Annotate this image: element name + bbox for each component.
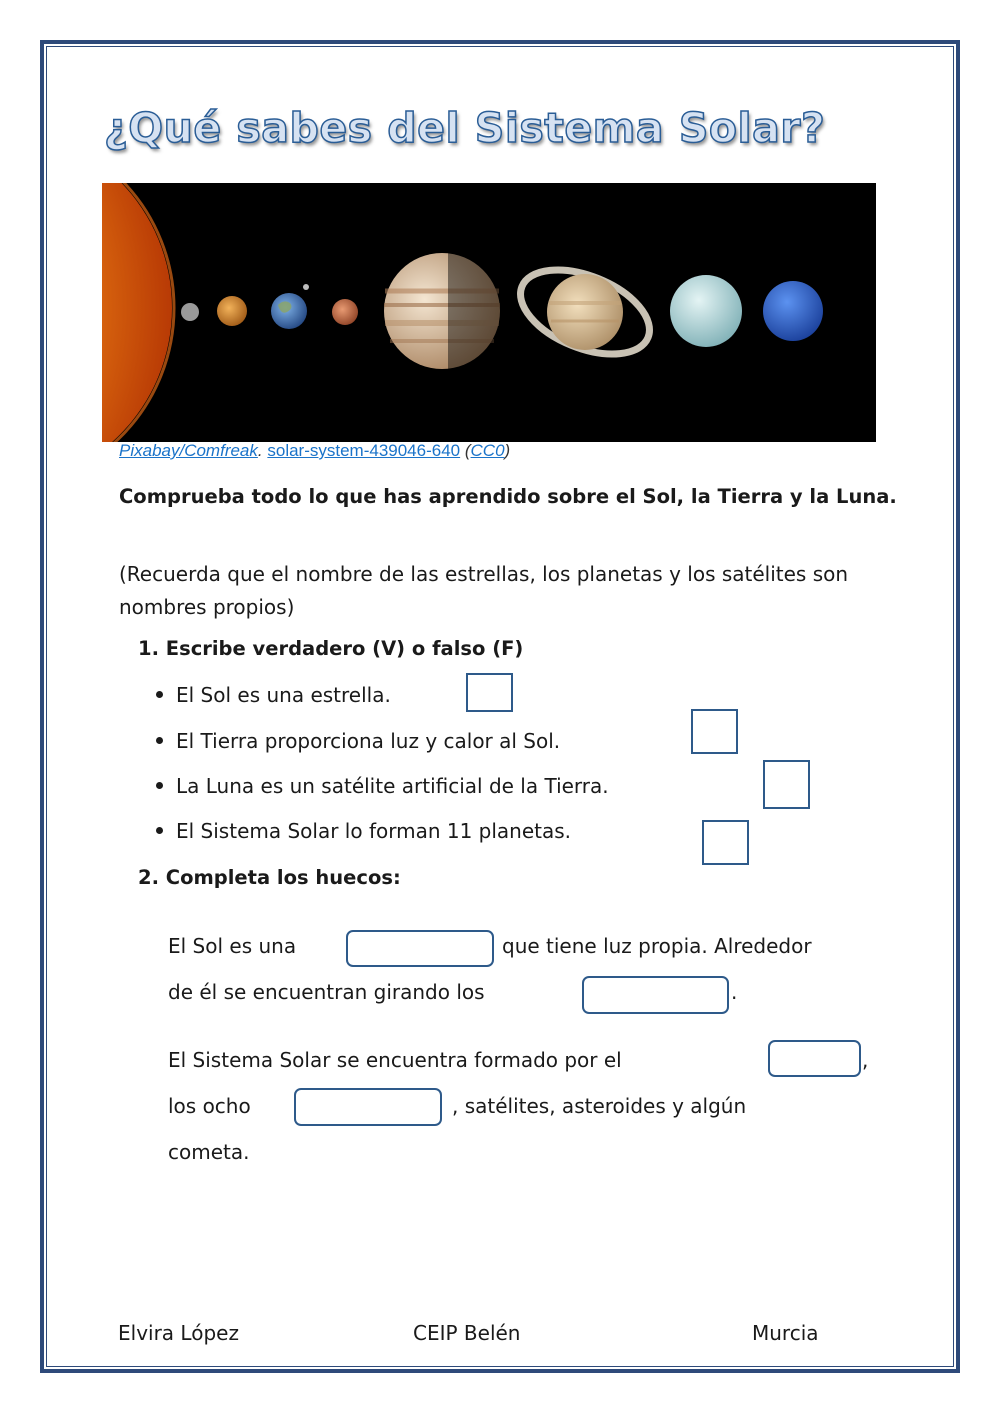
earth-shape — [271, 293, 307, 329]
fill-text: . — [731, 980, 738, 1004]
statement-text: El Tierra proporciona luz y calor al Sol. — [176, 729, 561, 753]
blank-planetas-2[interactable] — [294, 1088, 442, 1126]
moon-shape — [303, 284, 309, 290]
question-1-item — [156, 774, 609, 798]
fill-text: , satélites, asteroides y algún — [452, 1094, 747, 1118]
answer-box-3[interactable] — [763, 760, 810, 809]
credit-image-link[interactable]: solar-system-439046-640 — [267, 441, 461, 460]
instructions-note: (Recuerda que el nombre de las estrellas, los planetas y los satélites son nombres propios) — [119, 562, 849, 619]
question-1-item — [156, 729, 560, 753]
blank-sol[interactable] — [768, 1040, 861, 1077]
bullet-dot — [156, 827, 163, 834]
blank-planetas[interactable] — [582, 976, 729, 1014]
credit-close-paren: ) — [504, 441, 511, 460]
credit-author-link[interactable]: Pixabay/Comfreak — [119, 441, 258, 460]
credit-license-link[interactable]: CC0 — [470, 441, 505, 460]
bullet-dot — [156, 782, 163, 789]
credit-open-paren: ( — [464, 441, 471, 460]
credit-separator: . — [257, 441, 263, 460]
image-credit — [119, 441, 510, 461]
fill-text: de él se encuentran girando los — [168, 980, 485, 1004]
mars-shape — [332, 299, 358, 325]
blank-estrella[interactable] — [346, 930, 494, 967]
footer-author: Elvira López — [118, 1321, 239, 1345]
mercury-shape — [181, 303, 199, 321]
venus-shape — [217, 296, 247, 326]
question-2-heading: 2. Completa los huecos: — [138, 866, 401, 889]
fill-text: , — [862, 1048, 869, 1072]
question-1-heading: 1. Escribe verdadero (V) o falso (F) — [138, 637, 524, 660]
answer-box-1[interactable] — [466, 673, 513, 712]
footer-city: Murcia — [752, 1321, 819, 1345]
statement-text: La Luna es un satélite artificial de la Tierra. — [176, 774, 609, 798]
fill-text: que tiene luz propia. Alrededor — [502, 934, 812, 958]
question-1-item — [156, 683, 391, 707]
footer-school: CEIP Belén — [413, 1321, 521, 1345]
fill-text: los ocho — [168, 1094, 251, 1118]
intro-text: Comprueba todo lo que has aprendido sobre el Sol, la Tierra y la Luna. — [119, 485, 897, 508]
bullet-dot — [156, 691, 163, 698]
solar-system-illustration — [102, 183, 876, 442]
statement-text: El Sol es una estrella. — [176, 683, 391, 707]
statement-text: El Sistema Solar lo forman 11 planetas. — [176, 819, 572, 843]
answer-box-2[interactable] — [691, 709, 738, 754]
fill-text: El Sol es una — [168, 934, 297, 958]
fill-text: El Sistema Solar se encuentra formado por el — [168, 1048, 622, 1072]
neptune-shape — [763, 281, 823, 341]
solar-system-image — [102, 183, 876, 442]
worksheet-title: ¿Qué sabes del Sistema Solar? — [104, 104, 826, 152]
uranus-shape — [670, 275, 742, 347]
question-1-item — [156, 819, 571, 843]
answer-box-4[interactable] — [702, 820, 749, 865]
bullet-dot — [156, 737, 163, 744]
fill-text: cometa. — [168, 1140, 250, 1164]
